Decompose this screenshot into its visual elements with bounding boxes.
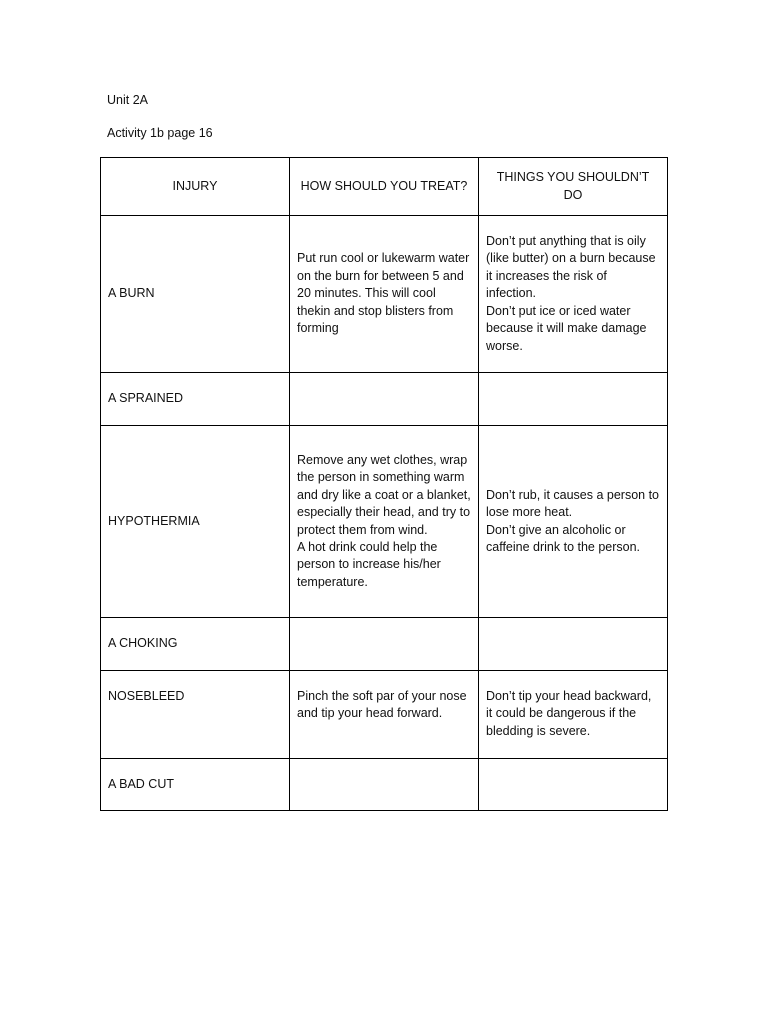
injury-cell: [101, 373, 290, 426]
injury-name: A SPRAINED: [108, 391, 184, 406]
table-body: [101, 216, 668, 811]
treatment-text: Pinch the soft par of your nose and tip your head forward.: [297, 689, 467, 721]
injury-cell: [101, 759, 290, 811]
donts-cell: [479, 671, 668, 759]
donts-text: Don’t put anything that is oily (like butter) on a burn because it increases the risk of infection. Don’t put ice or iced water because it will make damage worse.: [486, 234, 656, 353]
treatment-cell: [290, 671, 479, 759]
unit-title: Unit 2A: [107, 93, 148, 107]
table-header-row: [101, 158, 668, 216]
donts-text: Don’t rub, it causes a person to lose more heat. Don’t give an alcoholic or caffeine drink to the person.: [486, 487, 660, 554]
injury-name: A BURN: [108, 286, 155, 301]
injury-cell: [101, 671, 290, 759]
treatment-cell: [290, 759, 479, 811]
injury-name: HYPOTHERMIA: [108, 513, 200, 528]
injury-name: A CHOKING: [108, 636, 178, 651]
injury-treatment-table: [100, 157, 668, 811]
table-row: [101, 618, 668, 671]
treatment-text: Put run cool or lukewarm water on the burn for between 5 and 20 minutes. This will cool thekin and stop blisters from forming: [297, 251, 470, 336]
table-row: [101, 671, 668, 759]
donts-cell: [479, 426, 668, 618]
donts-cell: [479, 373, 668, 426]
table-row: [101, 216, 668, 373]
treatment-cell: [290, 618, 479, 671]
treatment-cell: [290, 216, 479, 373]
column-header-treatment: HOW SHOULD YOU TREAT?: [290, 158, 479, 216]
injury-cell: [101, 216, 290, 373]
table-row: [101, 426, 668, 618]
column-header-donts: THINGS YOU SHOULDN’T DO: [479, 158, 668, 216]
treatment-cell: [290, 426, 479, 618]
treatment-cell: [290, 373, 479, 426]
activity-reference: Activity 1b page 16: [107, 126, 213, 140]
table-row: [101, 759, 668, 811]
donts-cell: [479, 618, 668, 671]
table-header: [101, 158, 668, 216]
injury-cell: [101, 618, 290, 671]
injury-name: NOSEBLEED: [108, 689, 185, 703]
donts-cell: [479, 216, 668, 373]
donts-cell: [479, 759, 668, 811]
injury-cell: [101, 426, 290, 618]
donts-text: Don’t tip your head backward, it could be dangerous if the bledding is severe.: [486, 689, 652, 738]
table-row: [101, 373, 668, 426]
treatment-text: Remove any wet clothes, wrap the person in something warm and dry like a coat or a blanket, especially their head, and try to protect them from wind. A hot drink could help the person to increase his/her temperature.: [297, 452, 471, 589]
column-header-injury: INJURY: [101, 158, 290, 216]
injury-name: A BAD CUT: [108, 776, 174, 791]
